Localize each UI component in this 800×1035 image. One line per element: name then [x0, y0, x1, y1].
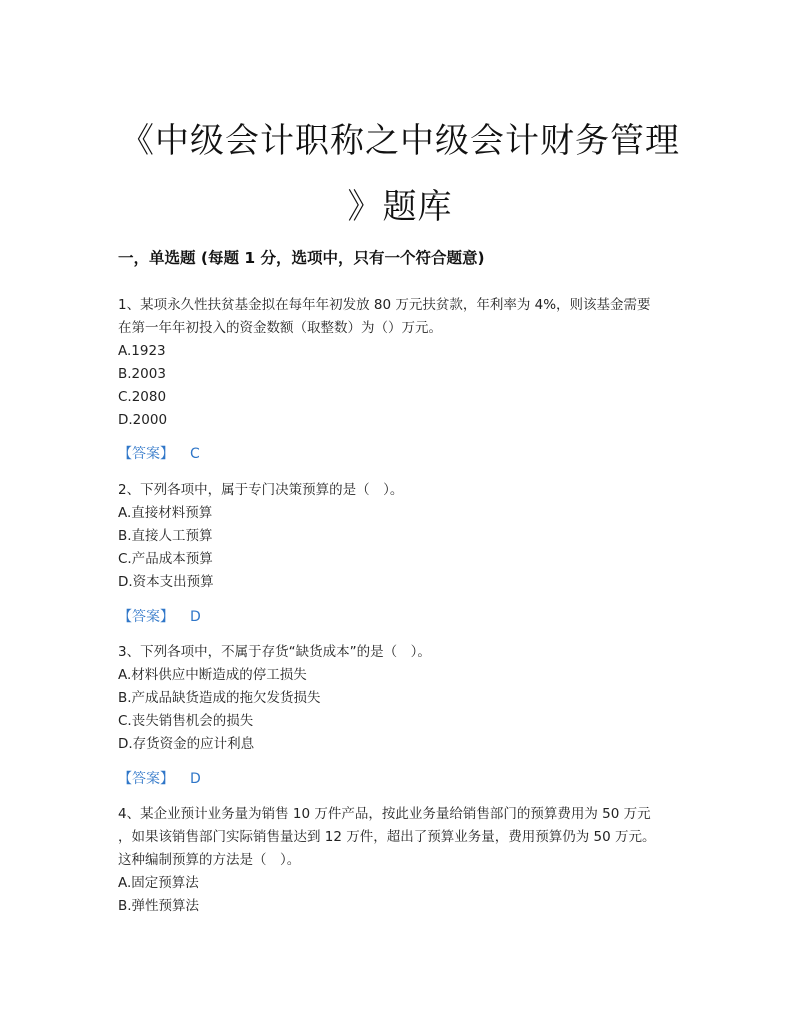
answer-value: C [190, 446, 200, 462]
option-d: D.存货资金的应计利息 [118, 736, 255, 752]
option-b: B.直接人工预算 [118, 528, 213, 544]
option-b: B.产成品缺货造成的拖欠发货损失 [118, 690, 321, 706]
answer-tag: 【答案】 [118, 771, 174, 787]
option-d: D.资本支出预算 [118, 574, 214, 590]
question-1 [118, 294, 688, 432]
question-stem-line: 2、下列各项中，属于专门决策预算的是（ ）。 [118, 482, 404, 498]
question-4 [118, 803, 688, 918]
question-stem-line: 1、某项永久性扶贫基金拟在每年年初发放 80 万元扶贫款，年利率为 4%，则该基金需要 [118, 297, 651, 313]
option-c: C.2080 [118, 389, 167, 405]
question-2 [118, 479, 688, 594]
question-stem-line: 这种编制预算的方法是（ ）。 [118, 852, 301, 868]
option-a: A.直接材料预算 [118, 505, 213, 521]
question-3 [118, 641, 688, 756]
option-c: C.产品成本预算 [118, 551, 213, 567]
option-b: B.2003 [118, 366, 166, 382]
answer-tag: 【答案】 [118, 609, 174, 625]
question-stem-line: ，如果该销售部门实际销售量达到 12 万件，超出了预算业务量，费用预算仍为 50 万元。 [118, 829, 656, 845]
title-line-2: 》题库 [347, 187, 453, 227]
answer-1 [118, 443, 200, 463]
option-a: A.材料供应中断造成的停工损失 [118, 667, 307, 683]
document-title [90, 108, 710, 240]
section-heading: 一，单选题 (每题 1 分，选项中，只有一个符合题意) [118, 249, 485, 267]
option-c: C.丧失销售机会的损失 [118, 713, 254, 729]
option-a: A.1923 [118, 343, 166, 359]
answer-value: D [190, 609, 201, 625]
question-stem-line: 3、下列各项中，不属于存货“缺货成本”的是（ ）。 [118, 644, 431, 660]
answer-value: D [190, 771, 201, 787]
option-d: D.2000 [118, 412, 168, 428]
question-stem-line: 4、某企业预计业务量为销售 10 万件产品，按此业务量给销售部门的预算费用为 50 万元 [118, 806, 651, 822]
answer-tag: 【答案】 [118, 446, 174, 462]
question-stem-line: 在第一年年初投入的资金数额（取整数）为（）万元。 [118, 320, 442, 336]
option-a: A.固定预算法 [118, 875, 199, 891]
title-line-1: 《中级会计职称之中级会计财务管理 [120, 121, 680, 161]
answer-2 [118, 606, 201, 626]
option-b: B.弹性预算法 [118, 898, 200, 914]
answer-3 [118, 768, 201, 788]
